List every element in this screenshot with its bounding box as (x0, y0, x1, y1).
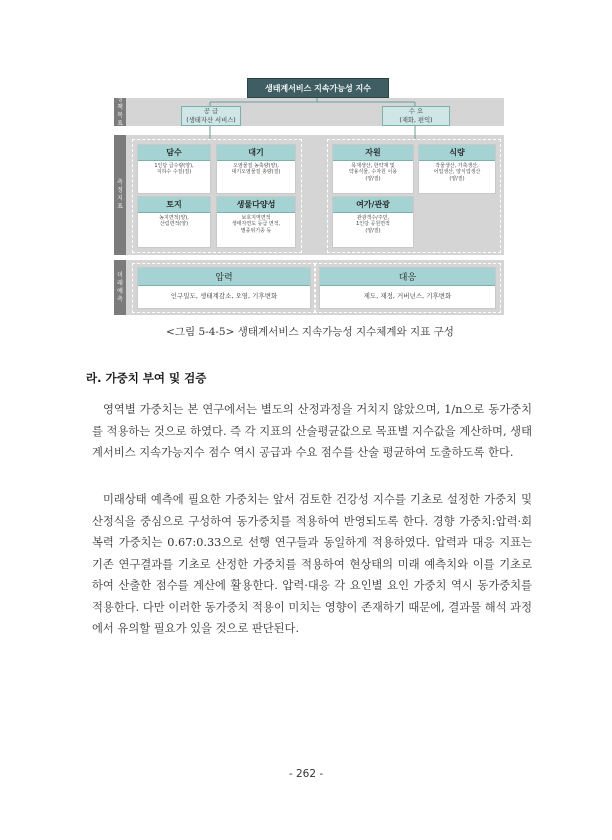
top-title-box (247, 78, 389, 98)
demand-sub: (재화, 편익) (399, 117, 433, 124)
measure-band-label: 측 정 지 표 (114, 135, 126, 255)
supply-sub: (생태자산 서비스) (186, 117, 236, 124)
demand-box (382, 106, 450, 126)
indicator-air: 대기 오염물질 농축량(양), 대기오염물질 총량(질) (216, 144, 296, 194)
supply-label: 공 급 (203, 108, 219, 115)
future-pressure-box (137, 267, 311, 309)
demand-label: 수 요 (408, 108, 424, 115)
indicator-resources: 자원 목재생산, 한약재 및 약용식물, 수자원 이용 (양/질) (332, 144, 414, 194)
future-pressure-desc: 인구밀도, 생태계감소, 오염, 기후변화 (170, 292, 278, 300)
future-response-box (319, 267, 496, 309)
future-response-title: 대응 (320, 268, 495, 286)
policy-band-label: 정 책 목 표 (114, 98, 126, 126)
indicator-food: 식량 작물생산, 가축생산, 어업생산, 양식업생산 (양/질) (418, 144, 496, 194)
future-band-label: 미 래 예 측 (114, 260, 126, 315)
future-response-desc: 제도, 재정, 거버넌스, 기후변화 (363, 292, 452, 300)
top-title: 생태계서비스 지속가능성 지수 (264, 83, 372, 93)
section-heading: 라. 가중치 부여 및 검증 (86, 371, 207, 385)
supply-box (181, 106, 241, 126)
index-system-diagram (114, 70, 504, 315)
paragraph-2: 미래상태 예측에 필요한 가중치는 앞서 검토한 건강성 지수를 기초로 설정한 가중치 및 산정식을 중심으로 구성하여 동가중치를 적용하여 반영되도록 한다. 경향 가중치:압력·회복력 가중치는 0.67:0.33으로 선행 연구들과 동일하게 적용하였다. 압력과 대응 지표는 기존 연구결과를 기초로 산정한 가중치를 적용하여 현상태의 미래 예측치와 이를 기초로 하여 산출한 점수를 계산에 활용한다. 압력·대응 각 요인별 요인 가중치 역시 동가중치를 적용한다. 다만 이러한 동가중치 적용이 미치는 영향이 존재하기 때문에, 결과물 해석 과정에서 유의할 필요가 있을 것으로 판단된다. (92, 493, 532, 635)
figure-caption: <그림 5-4-5> 생태계서비스 지속가능성 지수체계와 지표 구성 (166, 326, 454, 338)
page-number: - 262 - (288, 768, 324, 780)
indicator-freshwater: 담수 1인당 급수량(양), 지하수 수질(질) (137, 144, 211, 194)
indicator-land: 토지 농지면적(양), 산림면적(양) (137, 196, 211, 248)
indicator-leisure-tourism: 여가/관광 관광객수/주민, 1인당 공원면적 (양/질) (332, 196, 414, 248)
paragraph-1: 영역별 가중치는 본 연구에서는 별도의 산정과정을 거치지 않았으며, 1/n으로 동가중치를 적용하는 것으로 하였다. 즉 각 지표의 산술평균값으로 목표별 지수값을 계산하며, 생태계서비스 지속가능지수 점수 역시 공급과 수요 점수를 산술 평균하여 도출하도록 한다. (92, 403, 532, 459)
future-pressure-title: 압력 (138, 268, 310, 286)
indicator-biodiversity: 생물다양성 보호지역면적 생태자연도 등급 면적, 멸종위기종 등 (216, 196, 296, 248)
